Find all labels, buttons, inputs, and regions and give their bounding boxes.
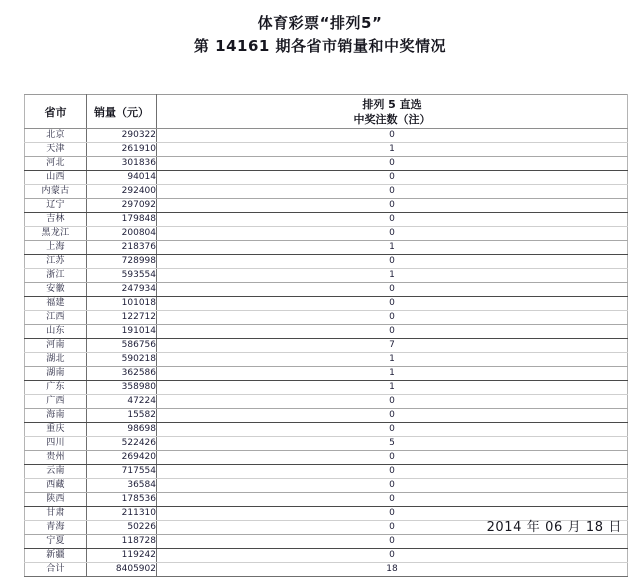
cell-sales: 122712 (87, 311, 157, 325)
cell-province: 山东 (25, 325, 87, 339)
table-row (25, 535, 628, 549)
table-row (25, 423, 628, 437)
table-row (25, 213, 628, 227)
cell-winning-count: 0 (157, 423, 628, 437)
cell-province: 广西 (25, 395, 87, 409)
cell-winning-count: 18 (157, 563, 628, 577)
cell-winning-count: 0 (157, 311, 628, 325)
cell-province: 青海 (25, 521, 87, 535)
table-row (25, 269, 628, 283)
cell-sales: 297092 (87, 199, 157, 213)
cell-winning-count: 1 (157, 353, 628, 367)
sales-table-container (24, 94, 627, 577)
cell-province: 浙江 (25, 269, 87, 283)
cell-province: 贵州 (25, 451, 87, 465)
cell-sales: 717554 (87, 465, 157, 479)
cell-sales: 269420 (87, 451, 157, 465)
cell-province: 河南 (25, 339, 87, 353)
table-row (25, 199, 628, 213)
table-row (25, 451, 628, 465)
table-row (25, 185, 628, 199)
column-header-winning (157, 95, 628, 129)
title-line-1: 体育彩票“排列5” (257, 14, 383, 32)
table-row (25, 143, 628, 157)
cell-province: 山西 (25, 171, 87, 185)
cell-province: 福建 (25, 297, 87, 311)
table-row (25, 157, 628, 171)
table-row (25, 395, 628, 409)
cell-province: 陕西 (25, 493, 87, 507)
table-row (25, 367, 628, 381)
cell-winning-count: 0 (157, 129, 628, 143)
cell-sales: 586756 (87, 339, 157, 353)
cell-sales: 191014 (87, 325, 157, 339)
table-header-row (25, 95, 628, 129)
cell-province: 重庆 (25, 423, 87, 437)
cell-winning-count: 0 (157, 325, 628, 339)
cell-province: 安徽 (25, 283, 87, 297)
cell-province: 天津 (25, 143, 87, 157)
cell-winning-count: 0 (157, 213, 628, 227)
cell-province: 宁夏 (25, 535, 87, 549)
cell-winning-count: 0 (157, 465, 628, 479)
cell-sales: 522426 (87, 437, 157, 451)
cell-province: 辽宁 (25, 199, 87, 213)
table-row (25, 549, 628, 563)
cell-sales: 98698 (87, 423, 157, 437)
table-row (25, 311, 628, 325)
cell-sales: 292400 (87, 185, 157, 199)
cell-province: 湖北 (25, 353, 87, 367)
cell-province: 北京 (25, 129, 87, 143)
cell-province: 江西 (25, 311, 87, 325)
cell-winning-count: 1 (157, 269, 628, 283)
cell-sales: 200804 (87, 227, 157, 241)
cell-winning-count: 0 (157, 479, 628, 493)
cell-sales: 178536 (87, 493, 157, 507)
cell-winning-count: 0 (157, 157, 628, 171)
cell-sales: 593554 (87, 269, 157, 283)
cell-province: 海南 (25, 409, 87, 423)
cell-winning-count: 0 (157, 521, 628, 535)
table-row (25, 227, 628, 241)
table-row (25, 479, 628, 493)
cell-winning-count: 1 (157, 381, 628, 395)
table-row (25, 409, 628, 423)
report-date: 2014 年 06 月 18 日 (486, 520, 622, 535)
page-title (0, 12, 640, 58)
table-row (25, 283, 628, 297)
table-row (25, 129, 628, 143)
title-line-2: 第 14161 期各省市销量和中奖情况 (193, 37, 447, 55)
cell-sales: 290322 (87, 129, 157, 143)
cell-province: 西藏 (25, 479, 87, 493)
cell-winning-count: 0 (157, 395, 628, 409)
cell-winning-count: 0 (157, 171, 628, 185)
cell-sales: 211310 (87, 507, 157, 521)
column-header-province: 省市 (25, 95, 87, 129)
cell-sales: 261910 (87, 143, 157, 157)
cell-sales: 36584 (87, 479, 157, 493)
cell-winning-count: 0 (157, 185, 628, 199)
cell-province: 广东 (25, 381, 87, 395)
cell-province: 云南 (25, 465, 87, 479)
cell-sales: 179848 (87, 213, 157, 227)
cell-sales: 590218 (87, 353, 157, 367)
cell-winning-count: 7 (157, 339, 628, 353)
cell-sales: 301836 (87, 157, 157, 171)
cell-winning-count: 0 (157, 227, 628, 241)
cell-province: 合计 (25, 563, 87, 577)
cell-winning-count: 1 (157, 143, 628, 157)
table-header (25, 95, 628, 129)
cell-winning-count: 0 (157, 409, 628, 423)
cell-sales: 119242 (87, 549, 157, 563)
cell-sales: 94014 (87, 171, 157, 185)
table-row (25, 353, 628, 367)
table-row (25, 325, 628, 339)
cell-winning-count: 0 (157, 507, 628, 521)
cell-winning-count: 0 (157, 283, 628, 297)
cell-winning-count: 0 (157, 549, 628, 563)
cell-winning-count: 0 (157, 451, 628, 465)
cell-province: 四川 (25, 437, 87, 451)
cell-sales: 218376 (87, 241, 157, 255)
cell-winning-count: 0 (157, 255, 628, 269)
cell-province: 吉林 (25, 213, 87, 227)
cell-sales: 50226 (87, 521, 157, 535)
cell-province: 上海 (25, 241, 87, 255)
table-row (25, 241, 628, 255)
cell-winning-count: 0 (157, 297, 628, 311)
cell-province: 内蒙古 (25, 185, 87, 199)
table-row (25, 339, 628, 353)
cell-sales: 47224 (87, 395, 157, 409)
cell-province: 湖南 (25, 367, 87, 381)
cell-sales: 728998 (87, 255, 157, 269)
table-row (25, 465, 628, 479)
cell-sales: 362586 (87, 367, 157, 381)
cell-winning-count: 0 (157, 535, 628, 549)
cell-province: 河北 (25, 157, 87, 171)
cell-winning-count: 0 (157, 199, 628, 213)
cell-province: 江苏 (25, 255, 87, 269)
column-header-winning-line1: 排列 5 直选 (362, 97, 422, 111)
cell-winning-count: 1 (157, 241, 628, 255)
cell-sales: 247934 (87, 283, 157, 297)
cell-winning-count: 1 (157, 367, 628, 381)
table-total-row (25, 563, 628, 577)
sales-table (24, 94, 628, 577)
table-row (25, 493, 628, 507)
cell-winning-count: 0 (157, 493, 628, 507)
cell-province: 新疆 (25, 549, 87, 563)
cell-sales: 358980 (87, 381, 157, 395)
cell-sales: 15582 (87, 409, 157, 423)
cell-winning-count: 5 (157, 437, 628, 451)
cell-province: 黑龙江 (25, 227, 87, 241)
cell-province: 甘肃 (25, 507, 87, 521)
cell-sales: 101018 (87, 297, 157, 311)
table-row (25, 171, 628, 185)
column-header-sales: 销量（元） (87, 95, 157, 129)
cell-sales: 118728 (87, 535, 157, 549)
table-row (25, 381, 628, 395)
table-row (25, 297, 628, 311)
column-header-winning-line2: 中奖注数（注） (353, 112, 431, 126)
table-body (25, 129, 628, 577)
table-row (25, 437, 628, 451)
table-row (25, 255, 628, 269)
cell-sales: 8405902 (87, 563, 157, 577)
